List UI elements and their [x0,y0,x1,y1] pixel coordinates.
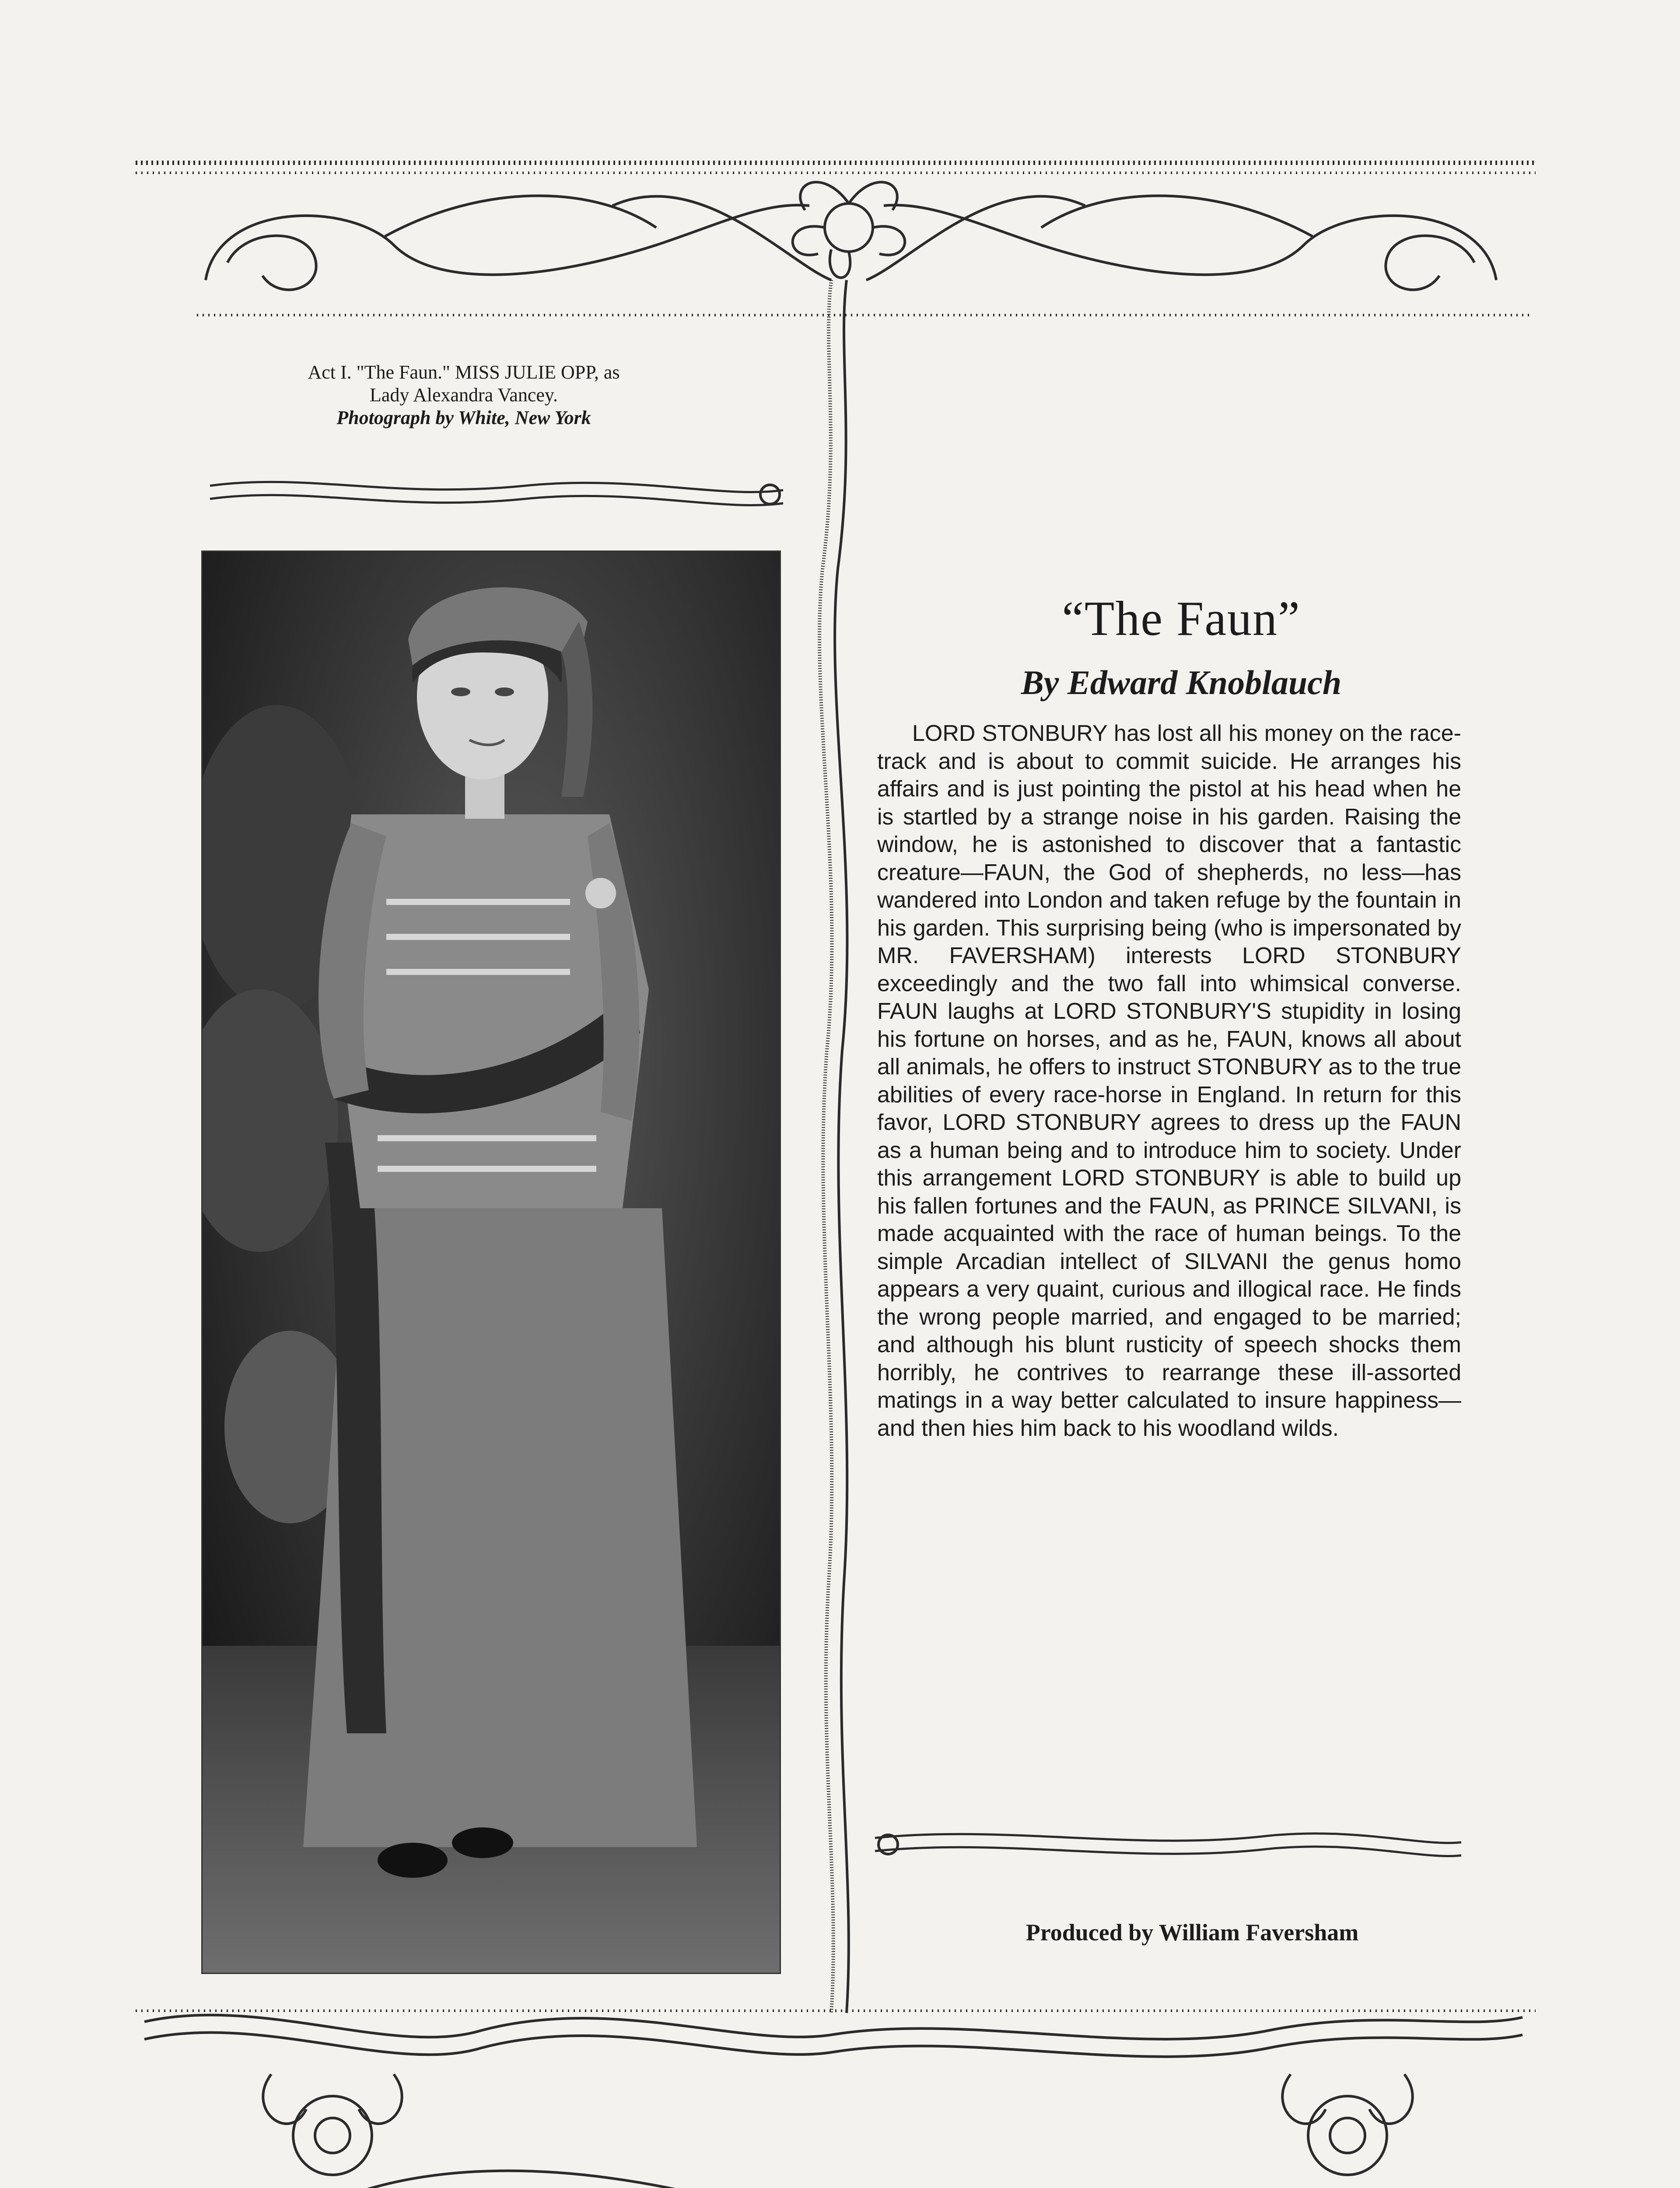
caption-line-2: Lady Alexandra Vancey. [369,384,558,406]
photo-caption [201,361,726,429]
producer-credit: Produced by William Faversham [1026,1919,1359,1946]
photograph-image [203,552,780,1973]
photo-credit: Photograph by White, New York [336,407,591,428]
actress-photograph [201,551,781,1974]
article-title: “The Faun” [1062,592,1301,646]
caption-line-1: Act I. "The Faun." MISS JULIE OPP, as [308,361,620,383]
article-byline: By Edward Knoblauch [1021,663,1342,701]
article-body: LORD STONBURY has lost all his money on the race-track and is about to commit suicide. He arranges his affairs and is just pointing the pistol at his head when he is startled by a strange noise in his garden. Raising the window, he is astonished to discover that a fantastic creature—FAUN, the God of shepherds, no less—has wandered into London and taken refuge by the fountain in his garden. This surprising being (who is impersonated by MR. FAVERSHAM) interests LORD STONBURY exceedingly and the two fall into whimsical converse. FAUN laughs at LORD STONBURY'S stupidity in losing his fortune on horses, and as he, FAUN, knows all about all animals, he offers to instruct STONBURY as to the true abilities of every race-horse in England. In return for this favor, LORD STONBURY agrees to dress up the FAUN as a human being and to introduce him to society. Under this arrangement LORD STONBURY is able to build up his fallen fortunes and the FAUN, as PRINCE SILVANI, is made acquainted with the race of human beings. To the simple Arcadian intellect of SILVANI the genus homo appears a very quaint, curious and illogical race. He finds the wrong people married, and engaged to be married; and although his blunt rusticity of speech shocks them horribly, he contrives to rearrange these ill-assorted matings in a way better calculated to insure happiness—and then hies him back to his woodland wilds. [877,721,1461,1441]
